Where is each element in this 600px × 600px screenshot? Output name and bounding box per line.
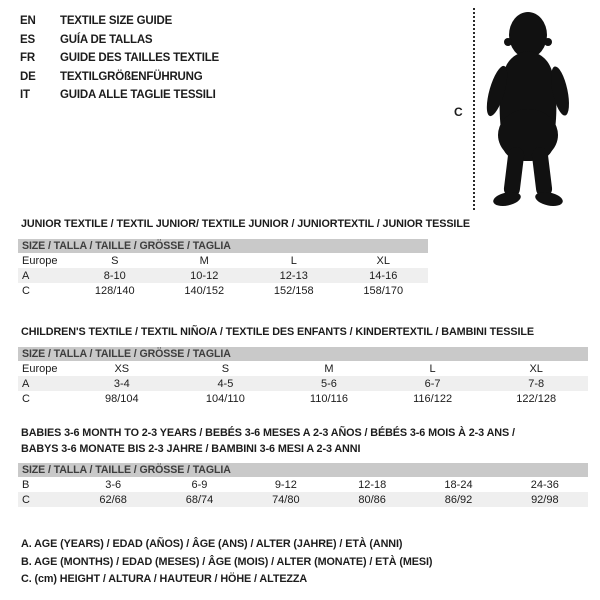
table-cell: A (22, 269, 30, 282)
table-cell: 12-18 (358, 478, 387, 491)
size-header-bar (18, 463, 588, 477)
babies-size-table (18, 463, 588, 507)
language-code: ES (20, 33, 35, 46)
language-code: FR (20, 52, 35, 64)
table-cell: 110/116 (309, 392, 349, 405)
table-cell: 7-8 (528, 377, 545, 390)
table-row (18, 492, 588, 507)
table-cell: 6-9 (191, 478, 208, 491)
table-row (18, 268, 428, 283)
section-title-line: BABIES 3-6 MONTH TO 2-3 YEARS / BEBÉS 3-6 MESES A 2-3 AÑOS / BÉBÉS 3-6 MOIS À 2-3 ANS / (21, 427, 515, 439)
table-cell: 104/110 (205, 392, 245, 405)
table-cell: 14-16 (369, 269, 398, 282)
table-row (18, 376, 588, 391)
height-marker-label: C (454, 105, 463, 119)
table-row (18, 391, 588, 406)
table-cell: 80/86 (358, 493, 386, 506)
table-cell: Europe (22, 254, 58, 267)
table-cell: XL (529, 362, 543, 375)
language-label: GUÍA DE TALLAS (60, 33, 153, 46)
table-cell: 5-6 (321, 377, 337, 390)
table-row (18, 361, 588, 376)
table-cell: 12-13 (279, 269, 308, 282)
table-cell: 18-24 (444, 478, 473, 491)
table-cell: 92/98 (531, 493, 559, 506)
table-cell: C (22, 392, 30, 405)
section-title-junior (21, 216, 470, 232)
table-cell: 3-4 (113, 377, 130, 390)
table-row (18, 283, 428, 298)
toddler-silhouette-icon (482, 9, 574, 207)
table-cell: 6-7 (424, 377, 441, 390)
section-title-line: JUNIOR TEXTILE / TEXTIL JUNIOR/ TEXTILE JUNIOR / JUNIORTEXTIL / JUNIOR TESSILE (21, 218, 470, 230)
table-cell: XS (114, 362, 130, 375)
table-cell: 68/74 (185, 493, 214, 506)
language-code: IT (20, 89, 30, 101)
table-cell: A (22, 377, 30, 390)
junior-size-table (18, 239, 428, 298)
language-label: TEXTILE SIZE GUIDE (60, 15, 173, 27)
children-size-table (18, 347, 588, 406)
table-cell: 62/68 (99, 493, 127, 506)
language-row-en (20, 12, 219, 31)
size-header-label: SIZE / TALLA / TAILLE / GRÖSSE / TAGLIA (22, 464, 231, 476)
language-row-fr (20, 49, 219, 68)
section-title-line: BABYS 3-6 MONATE BIS 2-3 JAHRE / BAMBINI 3-6 MESI A 2-3 ANNI (21, 443, 361, 455)
table-cell: 3-6 (105, 478, 122, 491)
section-title-children (21, 324, 534, 340)
size-header-label: SIZE / TALLA / TAILLE / GRÖSSE / TAGLIA (22, 240, 231, 252)
table-cell: 74/80 (272, 493, 300, 506)
table-row (18, 477, 588, 492)
table-cell: 24-36 (530, 478, 559, 491)
size-header-label: SIZE / TALLA / TAILLE / GRÖSSE / TAGLIA (22, 348, 231, 360)
table-cell: C (22, 493, 30, 506)
legend-line-b: B. AGE (MONTHS) / EDAD (MESES) / ÂGE (MOIS) / ALTER (MONATE) / ETÀ (MESI) (21, 555, 433, 568)
language-label: TEXTILGRÖßENFÜHRUNG (60, 70, 203, 83)
table-cell: 98/104 (104, 392, 139, 405)
table-cell: 128/140 (94, 284, 135, 297)
table-cell: 8-10 (103, 269, 126, 282)
table-cell: XL (376, 254, 390, 267)
table-cell: 158/170 (363, 284, 404, 297)
language-row-de (20, 68, 219, 87)
legend-line-a: A. AGE (YEARS) / EDAD (AÑOS) / ÂGE (ANS) / ALTER (JAHRE) / ETÀ (ANNI) (21, 538, 403, 550)
table-cell: Europe (22, 362, 58, 375)
table-cell: 152/158 (273, 284, 314, 297)
language-title-block (20, 12, 219, 105)
table-cell: S (111, 254, 119, 267)
table-cell: 122/128 (516, 392, 557, 405)
legend (21, 536, 432, 589)
table-cell: 86/92 (444, 493, 473, 506)
height-dotted-line (473, 8, 475, 210)
table-cell: C (22, 284, 30, 297)
table-cell: L (429, 362, 436, 375)
section-title-babies (21, 425, 515, 457)
table-cell: B (22, 478, 30, 491)
language-row-es (20, 31, 219, 50)
table-cell: S (221, 362, 230, 375)
size-header-bar (18, 239, 428, 253)
language-label: GUIDE DES TAILLES TEXTILE (60, 52, 219, 64)
section-title-line: CHILDREN'S TEXTILE / TEXTIL NIÑO/A / TEXTILE DES ENFANTS / KINDERTEXTIL / BAMBINI TESSILE (21, 326, 534, 338)
table-cell: L (290, 254, 297, 267)
table-cell: M (324, 362, 334, 375)
language-row-it (20, 86, 219, 105)
table-cell: 116/122 (413, 392, 453, 405)
language-code: EN (20, 15, 36, 27)
table-cell: M (199, 254, 209, 267)
table-row (18, 253, 428, 268)
legend-line-c: C. (cm) HEIGHT / ALTURA / HAUTEUR / HÖHE / ALTEZZA (21, 573, 308, 585)
language-label: GUIDA ALLE TAGLIE TESSILI (60, 89, 216, 101)
language-code: DE (20, 70, 36, 83)
table-cell: 10-12 (190, 269, 219, 282)
table-cell: 140/152 (184, 284, 225, 297)
table-cell: 4-5 (217, 377, 234, 390)
size-header-bar (18, 347, 588, 361)
table-cell: 9-12 (274, 478, 297, 491)
